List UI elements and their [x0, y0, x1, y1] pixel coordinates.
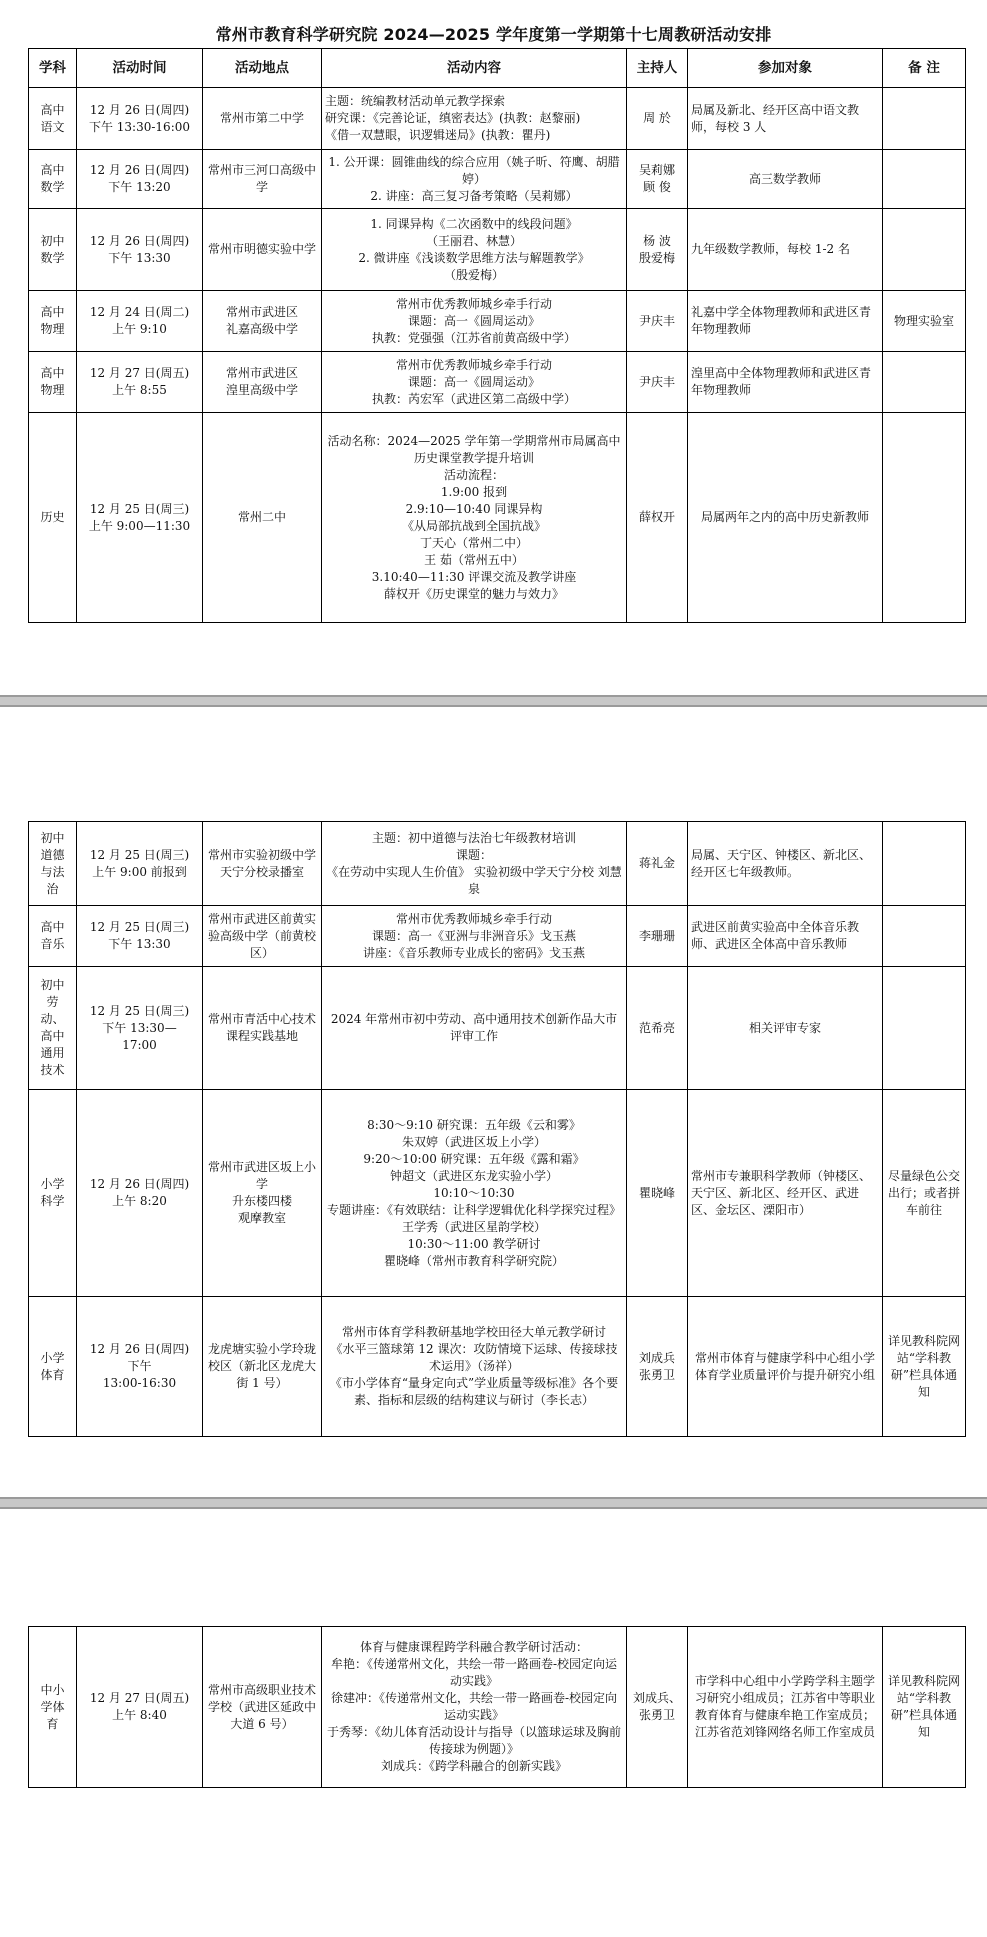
cell-subject: 历史	[29, 413, 77, 623]
table-row	[29, 413, 966, 623]
header-content: 活动内容	[322, 49, 627, 88]
cell-subject: 初中 劳 动、 高中 通用 技术	[29, 967, 77, 1090]
cell-content: 主题：初中道德与法治七年级教材培训 课题： 《在劳动中实现人生价值》 实验初级中学天宁分校 刘慧泉	[322, 822, 627, 906]
cell-note: 详见教科院网站“学科教研”栏具体通知	[883, 1297, 966, 1437]
cell-place: 常州市武进区 湟里高级中学	[203, 352, 322, 413]
cell-time: 12 月 25 日(周三) 上午 9:00—11:30	[77, 413, 203, 623]
cell-host: 蒋礼金	[627, 822, 688, 906]
cell-note	[883, 352, 966, 413]
cell-content: 8:30～9:10 研究课：五年级《云和雾》 朱双婷（武进区坂上小学） 9:20～10:00 研究课：五年级《露和霜》 钟超文（武进区东龙实验小学） 10:10～10:30 专题讲座：《有效联结：让科学逻辑优化科学探究过程》 王学秀（武进区星韵学校） 10:30～11:00 教学研讨 瞿晓峰（常州市教育科学研究院）	[322, 1090, 627, 1297]
cell-time: 12 月 27 日(周五) 上午 8:40	[77, 1627, 203, 1788]
cell-participants: 武进区前黄实验高中全体音乐教师、武进区全体高中音乐教师	[688, 906, 883, 967]
cell-host: 尹庆丰	[627, 352, 688, 413]
cell-content: 常州市优秀教师城乡牵手行动 课题：高一《亚洲与非洲音乐》戈玉燕 讲座：《音乐教师专业成长的密码》戈玉燕	[322, 906, 627, 967]
cell-time: 12 月 27 日(周五) 上午 8:55	[77, 352, 203, 413]
cell-place: 常州二中	[203, 413, 322, 623]
cell-note: 物理实验室	[883, 291, 966, 352]
cell-host: 刘成兵 张勇卫	[627, 1297, 688, 1437]
header-time: 活动时间	[77, 49, 203, 88]
cell-place: 常州市明德实验中学	[203, 209, 322, 291]
cell-subject: 高中 数学	[29, 150, 77, 209]
cell-place: 龙虎塘实验小学玲珑校区（新北区龙虎大街 1 号）	[203, 1297, 322, 1437]
cell-content: 活动名称：2024—2025 学年第一学期常州市局属高中历史课堂教学提升培训 活动流程： 1.9:00 报到 2.9:10—10:40 同课异构 《从局部抗战到全国抗战》 丁天心（常州二中） 王 茹（常州五中） 3.10:40—11:30 评课交流及教学讲座 薛权开《历史课堂的魅力与效力》	[322, 413, 627, 623]
table-row	[29, 88, 966, 150]
cell-host: 吴莉娜 顾 俊	[627, 150, 688, 209]
table-row	[29, 150, 966, 209]
cell-time: 12 月 26 日(周四) 下午 13:30-16:00	[77, 88, 203, 150]
schedule-table-page-2	[28, 821, 966, 1437]
cell-participants: 礼嘉中学全体物理教师和武进区青年物理教师	[688, 291, 883, 352]
cell-time: 12 月 25 日(周三) 下午 13:30— 17:00	[77, 967, 203, 1090]
cell-place: 常州市高级职业技术学校（武进区延政中大道 6 号）	[203, 1627, 322, 1788]
cell-time: 12 月 26 日(周四) 上午 8:20	[77, 1090, 203, 1297]
cell-note	[883, 209, 966, 291]
cell-content: 常州市体育学科教研基地学校田径大单元教学研讨 《水平三篮球第 12 课次：攻防情境下运球、传接球技术运用》（汤祥） 《市小学体育“量身定向式”学业质量等级标准》各个要素、指标和层级的结构建议与研讨（李长志）	[322, 1297, 627, 1437]
page-separator	[0, 695, 987, 707]
schedule-table-page-3	[28, 1626, 966, 1788]
cell-participants: 常州市体育与健康学科中心组小学体育学业质量评价与提升研究小组	[688, 1297, 883, 1437]
cell-host: 薛权开	[627, 413, 688, 623]
header-note: 备 注	[883, 49, 966, 88]
header-place: 活动地点	[203, 49, 322, 88]
cell-place: 常州市武进区坂上小学 升东楼四楼 观摩教室	[203, 1090, 322, 1297]
cell-note	[883, 906, 966, 967]
cell-place: 常州市武进区 礼嘉高级中学	[203, 291, 322, 352]
cell-time: 12 月 25 日(周三) 下午 13:30	[77, 906, 203, 967]
cell-place: 常州市武进区前黄实验高级中学（前黄校区）	[203, 906, 322, 967]
cell-subject: 小学 体育	[29, 1297, 77, 1437]
table-row	[29, 822, 966, 906]
cell-subject: 中小 学体 育	[29, 1627, 77, 1788]
cell-subject: 高中 音乐	[29, 906, 77, 967]
cell-note	[883, 413, 966, 623]
table-row	[29, 967, 966, 1090]
cell-place: 常州市青活中心技术课程实践基地	[203, 967, 322, 1090]
cell-subject: 小学 科学	[29, 1090, 77, 1297]
cell-content: 主题：统编教材活动单元教学探索 研究课：《完善论证，缜密表达》(执教：赵黎丽) 《借一双慧眼，识逻辑迷局》(执教：瞿丹)	[322, 88, 627, 150]
cell-participants: 局属两年之内的高中历史新教师	[688, 413, 883, 623]
cell-note: 尽量绿色公交出行；或者拼车前往	[883, 1090, 966, 1297]
table-row	[29, 906, 966, 967]
cell-note	[883, 150, 966, 209]
cell-time: 12 月 25 日(周三) 上午 9:00 前报到	[77, 822, 203, 906]
cell-subject: 高中 物理	[29, 291, 77, 352]
cell-host: 李珊珊	[627, 906, 688, 967]
cell-content: 常州市优秀教师城乡牵手行动 课题：高一《圆周运动》 执教：党强强（江苏省前黄高级中学）	[322, 291, 627, 352]
cell-host: 瞿晓峰	[627, 1090, 688, 1297]
cell-note	[883, 88, 966, 150]
header-host: 主持人	[627, 49, 688, 88]
table-row	[29, 1297, 966, 1437]
cell-note	[883, 967, 966, 1090]
cell-time: 12 月 26 日(周四) 下午 13:30	[77, 209, 203, 291]
cell-subject: 高中 语文	[29, 88, 77, 150]
cell-subject: 高中 物理	[29, 352, 77, 413]
cell-participants: 市学科中心组中小学跨学科主题学习研究小组成员；江苏省中等职业教育体育与健康牟艳工作室成员；江苏省范刘锋网络名师工作室成员	[688, 1627, 883, 1788]
table-row	[29, 352, 966, 413]
schedule-table-page-1	[28, 48, 966, 623]
cell-time: 12 月 24 日(周二) 上午 9:10	[77, 291, 203, 352]
cell-note: 详见教科院网站“学科教研”栏具体通知	[883, 1627, 966, 1788]
cell-content: 1. 公开课：圆锥曲线的综合应用（姚子昕、符鹰、胡腊婷） 2. 讲座：高三复习备考策略（吴莉娜）	[322, 150, 627, 209]
cell-host: 刘成兵、 张勇卫	[627, 1627, 688, 1788]
cell-place: 常州市第二中学	[203, 88, 322, 150]
header-participants: 参加对象	[688, 49, 883, 88]
cell-participants: 九年级数学教师，每校 1-2 名	[688, 209, 883, 291]
cell-time: 12 月 26 日(周四) 下午 13:20	[77, 150, 203, 209]
cell-participants: 高三数学教师	[688, 150, 883, 209]
cell-content: 2024 年常州市初中劳动、高中通用技术创新作品大市评审工作	[322, 967, 627, 1090]
table-row	[29, 209, 966, 291]
cell-content: 体育与健康课程跨学科融合教学研讨活动： 牟艳：《传递常州文化，共绘一带一路画卷-校园定向运动实践》 徐建冲：《传递常州文化，共绘一带一路画卷-校园定向运动实践》 于秀琴：《幼儿体育活动设计与指导（以篮球运球及胸前传接球为例题）》 刘成兵：《跨学科融合的创新实践》	[322, 1627, 627, 1788]
cell-subject: 初中 道德 与法 治	[29, 822, 77, 906]
cell-participants: 局属及新北、经开区高中语文教师，每校 3 人	[688, 88, 883, 150]
page-title: 常州市教育科学研究院 2024—2025 学年度第一学期第十七周教研活动安排	[215, 25, 772, 44]
cell-time: 12 月 26 日(周四) 下午 13:00-16:30	[77, 1297, 203, 1437]
table-row	[29, 1090, 966, 1297]
page-separator	[0, 1497, 987, 1509]
cell-host: 尹庆丰	[627, 291, 688, 352]
cell-subject: 初中 数学	[29, 209, 77, 291]
cell-content: 常州市优秀教师城乡牵手行动 课题：高一《圆周运动》 执教：芮宏军（武进区第二高级中学）	[322, 352, 627, 413]
table-row	[29, 291, 966, 352]
cell-host: 杨 波 殷爱梅	[627, 209, 688, 291]
table-header-row	[29, 49, 966, 88]
cell-content: 1. 同课异构《二次函数中的线段问题》 （王丽君、林慧） 2. 微讲座《浅谈数学思维方法与解题教学》 （殷爱梅）	[322, 209, 627, 291]
cell-participants: 湟里高中全体物理教师和武进区青年物理教师	[688, 352, 883, 413]
cell-participants: 相关评审专家	[688, 967, 883, 1090]
cell-participants: 常州市专兼职科学教师（钟楼区、天宁区、新北区、经开区、武进区、金坛区、溧阳市）	[688, 1090, 883, 1297]
cell-host: 范希亮	[627, 967, 688, 1090]
cell-host: 周 於	[627, 88, 688, 150]
cell-place: 常州市实验初级中学天宁分校录播室	[203, 822, 322, 906]
header-subject: 学科	[29, 49, 77, 88]
cell-note	[883, 822, 966, 906]
cell-place: 常州市三河口高级中学	[203, 150, 322, 209]
cell-participants: 局属、天宁区、钟楼区、新北区、经开区七年级教师。	[688, 822, 883, 906]
table-row	[29, 1627, 966, 1788]
